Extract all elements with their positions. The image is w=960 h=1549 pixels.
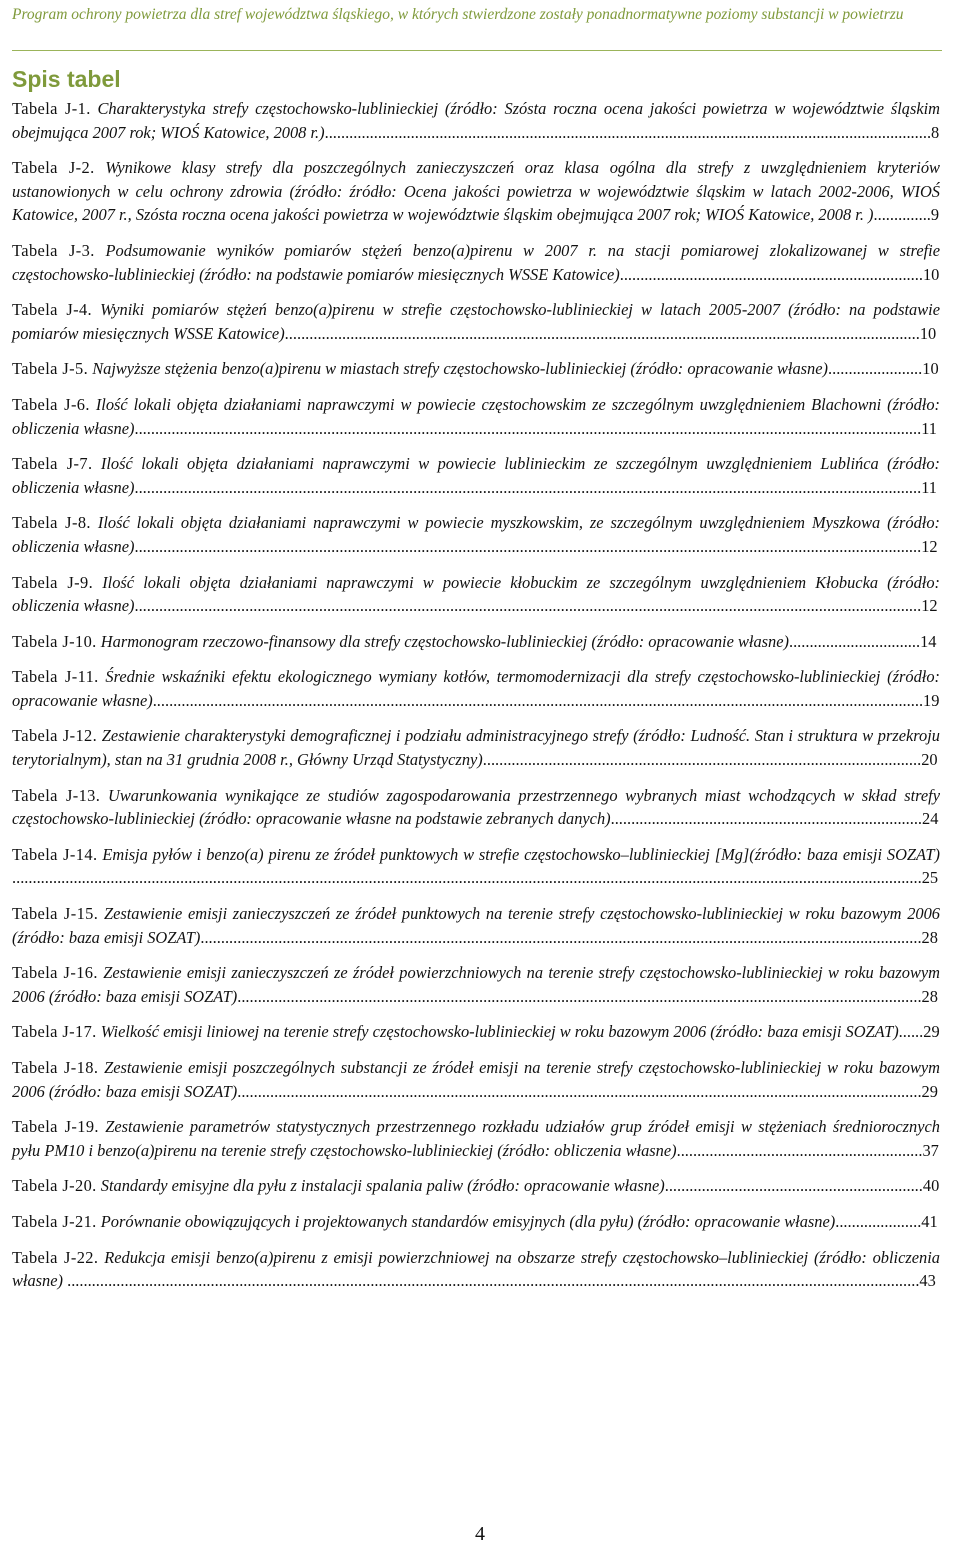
toc-entry-page: 25	[921, 868, 939, 888]
toc-entry-6[interactable]	[12, 393, 940, 440]
toc-entry-caption: Wyniki pomiarów stężeń benzo(a)pirenu w strefie częstochowsko-lublinieckiej w latach 2005-2007 (źródło: na podstawie pomiarów miesięcznych WSSE Katowice)	[12, 300, 940, 343]
toc-entry-page: 29	[921, 1081, 938, 1101]
toc-entry-label: Tabela J-9.	[12, 572, 94, 592]
dot-leader: ...............................................................	[664, 1176, 923, 1196]
toc-entry-caption: Porównanie obowiązujących i projektowanych standardów emisyjnych (dla pyłu) (źródło: opracowanie własne)	[100, 1211, 836, 1231]
toc-entry-label: Tabela J-1.	[12, 99, 91, 118]
toc-entry-caption: Emisja pyłów i benzo(a) pirenu ze źródeł punktowych w strefie częstochowsko–lublinieckiej [Mg](źródło: baza emisji SOZAT)	[102, 844, 940, 864]
toc-entry-caption: Najwyższe stężenia benzo(a)pirenu w miastach strefy częstochowsko-lublinieckiej (źródło: opracowanie własne)	[92, 359, 828, 379]
toc-entry-caption: Średnie wskaźniki efektu ekologicznego wymiany kotłów, termomodernizacji dla strefy częstochowsko-lublinieckiej (źródło: opracowanie własne)	[12, 667, 940, 710]
toc-entry-text	[12, 630, 940, 654]
toc-entry-label: Tabela J-7.	[12, 454, 93, 474]
toc-entry-text	[12, 665, 940, 712]
toc-entry-text	[12, 1210, 940, 1234]
toc-entry-text	[12, 1115, 940, 1162]
toc-entry-text	[12, 1056, 940, 1103]
dot-leader: ...........................................................................................................	[482, 750, 922, 770]
toc-entry-8[interactable]	[12, 511, 940, 558]
dot-leader: .....................	[835, 1211, 922, 1231]
toc-entry-20[interactable]	[12, 1174, 940, 1198]
toc-entry-14[interactable]	[12, 843, 940, 890]
toc-entry-page: 8	[931, 122, 940, 142]
toc-entry-13[interactable]	[12, 784, 940, 831]
toc-entry-page: 11	[921, 477, 938, 497]
toc-entry-11[interactable]	[12, 665, 940, 712]
toc-entry-text	[12, 843, 940, 890]
toc-entry-text	[12, 452, 940, 499]
dot-leader: ................................................................................................................................................................................................	[134, 536, 922, 556]
toc-entry-caption: Wielkość emisji liniowej na terenie strefy częstochowsko-lublinieckiej w roku bazowym 2006 (źródło: baza emisji SOZAT)	[100, 1022, 899, 1042]
toc-entry-text	[12, 239, 940, 286]
toc-entry-page: 10	[919, 323, 937, 343]
dot-leader: ................................................................................................................................................................................	[200, 927, 922, 947]
toc-entry-label: Tabela J-12.	[12, 726, 98, 746]
dot-leader: ..............................................................................................................................................................................................................................	[12, 868, 922, 888]
dot-leader: ............................................................................................................................................................................................	[152, 690, 924, 710]
dot-leader: ................................................................................................................................................................................................	[134, 418, 922, 438]
dot-leader: .......................................................................................................................................................................	[237, 1081, 922, 1101]
dot-leader: ....................................................................................................................................................	[324, 122, 932, 142]
toc-entry-caption: Ilość lokali objęta działaniami naprawczymi w powiecie lublinieckim ze szczególnym uwzględnieniem Lublińca (źródło: obliczenia własne)	[12, 454, 940, 497]
toc-entry-21[interactable]	[12, 1210, 940, 1234]
toc-entry-9[interactable]	[12, 571, 940, 618]
toc-entry-page: 19	[923, 690, 940, 710]
toc-entry-4[interactable]	[12, 298, 940, 345]
dot-leader: ................................................................................................................................................................................................................	[63, 1271, 920, 1291]
toc-entry-caption: Ilość lokali objęta działaniami naprawczymi w powiecie kłobuckim ze szczególnym uwzględnieniem Kłobucka (źródło: obliczenia własne)	[12, 572, 940, 616]
toc-entry-text	[12, 902, 940, 949]
toc-entry-text	[12, 724, 940, 771]
toc-entry-page: 10	[922, 264, 940, 284]
toc-entry-label: Tabela J-6.	[12, 394, 90, 414]
toc-entry-text	[12, 784, 940, 831]
toc-entry-label: Tabela J-5.	[12, 359, 89, 379]
toc-entry-text	[12, 357, 940, 381]
toc-entry-text	[12, 1246, 940, 1293]
dot-leader: .......................................................................................................................................................................	[237, 986, 922, 1006]
toc-entry-caption: Zestawienie parametrów statystycznych przestrzennego rozkładu udziałów grup źródeł emisji w stężeniach średniorocznych pyłu PM10 i benzo(a)pirenu na terenie strefy częstochowsko-lublinieckiej (źródło: obliczenia własne)	[12, 1117, 940, 1160]
toc-entry-7[interactable]	[12, 452, 940, 499]
toc-entry-caption: Zestawienie emisji zanieczyszczeń ze źródeł powierzchniowych na terenie strefy częstochowsko-lublinieckiej w roku bazowym 2006 (źródło: baza emisji SOZAT)	[12, 963, 940, 1006]
toc-entry-label: Tabela J-8.	[12, 513, 91, 533]
toc-entry-label: Tabela J-4.	[12, 300, 93, 320]
toc-entry-caption: Zestawienie charakterystyki demograficznej i podziału administracyjnego strefy (źródło: Ludność. Stan i struktura w przekroju terytorialnym), stan na 31 grudnia 2008 r., Główny Urząd Statystyczny)	[12, 726, 940, 770]
toc-entry-caption: Ilość lokali objęta działaniami naprawczymi w powiecie częstochowskim ze szczególnym uwzględnieniem Blachowni (źródło: obliczenia własne)	[12, 394, 940, 438]
toc-entry-page: 28	[921, 927, 938, 947]
toc-entry-3[interactable]	[12, 239, 940, 286]
dot-leader: ................................................................................................................................................................................................	[134, 477, 922, 497]
toc-entry-2[interactable]	[12, 156, 940, 227]
toc-entry-text	[12, 1174, 940, 1198]
section-title: Spis tabel	[12, 66, 121, 92]
toc-entry-page: 24	[922, 809, 939, 829]
toc-entry-label: Tabela J-3.	[12, 240, 95, 260]
dot-leader: ...........................................................................................................................................................	[284, 323, 920, 343]
toc-entry-text	[12, 571, 940, 618]
toc-entry-18[interactable]	[12, 1056, 940, 1103]
toc-entry-17[interactable]	[12, 1020, 940, 1044]
toc-entry-caption: Zestawienie emisji poszczególnych substancji ze źródeł emisji na terenie strefy częstochowsko-lublinieckiej w roku bazowym 2006 (źródło: baza emisji SOZAT)	[12, 1058, 940, 1101]
toc-entry-page: 20	[921, 750, 938, 770]
toc-entry-caption: Standardy emisyjne dla pyłu z instalacji spalania paliw (źródło: opracowanie własne)	[100, 1176, 665, 1196]
dot-leader: .......................	[828, 359, 923, 379]
toc-entry-page: 37	[922, 1140, 939, 1160]
toc-entry-label: Tabela J-17.	[12, 1022, 97, 1042]
toc-entry-1[interactable]	[12, 97, 940, 144]
toc-entry-caption: Ilość lokali objęta działaniami naprawczymi w powiecie myszkowskim, ze szczególnym uwzględnieniem Myszkowa (źródło: obliczenia własne)	[12, 513, 940, 556]
dot-leader: ..............	[873, 205, 931, 225]
toc-entry-label: Tabela J-20.	[12, 1176, 97, 1196]
header-divider	[12, 50, 942, 51]
toc-entry-label: Tabela J-10.	[12, 631, 97, 651]
toc-entry-page: 40	[922, 1176, 940, 1196]
toc-entry-text	[12, 97, 940, 144]
toc-entry-text	[12, 1020, 940, 1044]
toc-entry-caption: Podsumowanie wyników pomiarów stężeń benzo(a)pirenu w 2007 r. na stacji pomiarowej zlokalizowanej w strefie częstochowsko-lublinieckiej (źródło: na podstawie pomiarów miesięcznych WSSE Katowice)	[12, 240, 940, 284]
toc-entry-caption: Uwarunkowania wynikające ze studiów zagospodarowania przestrzennego wybranych miast wchodzących w skład strefy częstochowsko-lublinieckiej (źródło: opracowanie własne na podstawie zebranych danych)	[12, 785, 940, 829]
toc-entry-16[interactable]	[12, 961, 940, 1008]
toc-entry-text	[12, 393, 940, 440]
toc-entry-text	[12, 298, 940, 345]
toc-entry-12[interactable]	[12, 724, 940, 771]
toc-entry-caption: Redukcja emisji benzo(a)pirenu z emisji powierzchniowej na obszarze strefy częstochowsko–lublinieckiej (źródło: obliczenia własne)	[12, 1247, 940, 1291]
toc-entry-page: 28	[921, 986, 938, 1006]
toc-entry-label: Tabela J-16.	[12, 963, 98, 983]
page-number: 4	[475, 1523, 485, 1545]
toc-entry-label: Tabela J-19.	[12, 1117, 99, 1137]
toc-entry-label: Tabela J-14.	[12, 844, 98, 864]
dot-leader: ......	[898, 1022, 924, 1042]
toc-entry-caption: Zestawienie emisji zanieczyszczeń ze źródeł punktowych na terenie strefy częstochowsko-lublinieckiej w roku bazowym 2006 (źródło: baza emisji SOZAT)	[12, 904, 940, 947]
toc-entry-label: Tabela J-18.	[12, 1058, 99, 1077]
dot-leader: ............................................................................	[610, 809, 923, 829]
toc-entry-text	[12, 961, 940, 1008]
toc-entry-caption: Charakterystyka strefy częstochowsko-lublinieckiej (źródło: Szósta roczna ocena jakości powietrza w województwie śląskim obejmująca 2007 rok; WIOŚ Katowice, 2008 r.)	[12, 99, 940, 142]
toc-entry-15[interactable]	[12, 902, 940, 949]
toc-entry-19[interactable]	[12, 1115, 940, 1162]
toc-entry-label: Tabela J-21.	[12, 1211, 97, 1231]
toc-entry-5[interactable]	[12, 357, 940, 381]
toc-entry-label: Tabela J-22.	[12, 1247, 99, 1267]
toc-entry-page: 14	[920, 631, 937, 651]
toc-entry-page: 9	[930, 205, 940, 225]
toc-entry-label: Tabela J-13.	[12, 785, 101, 805]
toc-entry-10[interactable]	[12, 630, 940, 654]
toc-entry-page: 10	[922, 359, 939, 379]
toc-entry-label: Tabela J-2.	[12, 158, 95, 178]
table-of-tables	[12, 97, 940, 1305]
toc-entry-page: 12	[921, 596, 938, 616]
toc-entry-label: Tabela J-15.	[12, 904, 99, 924]
toc-entry-page: 29	[923, 1022, 940, 1042]
toc-entry-page: 41	[921, 1211, 938, 1231]
dot-leader: ............................................................	[676, 1140, 923, 1160]
running-header: Program ochrony powietrza dla stref województwa śląskiego, w których stwierdzone zostały ponadnormatywne poziomy substancji w powietrzu	[12, 6, 904, 23]
toc-entry-caption: Harmonogram rzeczowo-finansowy dla strefy częstochowsko-lublinieckiej (źródło: opracowanie własne)	[100, 631, 789, 651]
dot-leader: ..........................................................................	[619, 264, 923, 284]
toc-entry-text	[12, 511, 940, 558]
dot-leader: ................................	[788, 631, 921, 651]
dot-leader: ................................................................................................................................................................................................	[134, 596, 922, 616]
toc-entry-page: 43	[919, 1271, 936, 1291]
toc-entry-label: Tabela J-11.	[12, 667, 99, 687]
toc-entry-text	[12, 156, 940, 227]
toc-entry-page: 12	[921, 536, 938, 556]
toc-entry-page: 11	[921, 418, 938, 438]
toc-entry-caption: Wynikowe klasy strefy dla poszczególnych zanieczyszczeń oraz klasa ogólna dla strefy z uwzględnieniem kryteriów ustanowionych w celu ochrony zdrowia (źródło: źródło: Ocena jakości powietrza w województwie śląskim w latach 2002-2006, WIOŚ Katowice, 2007 r., Szósta roczna ocena jakości powietrza w województwie śląskim obejmująca 2007 rok; WIOŚ Katowice, 2008 r. )	[12, 158, 940, 225]
toc-entry-22[interactable]	[12, 1246, 940, 1293]
